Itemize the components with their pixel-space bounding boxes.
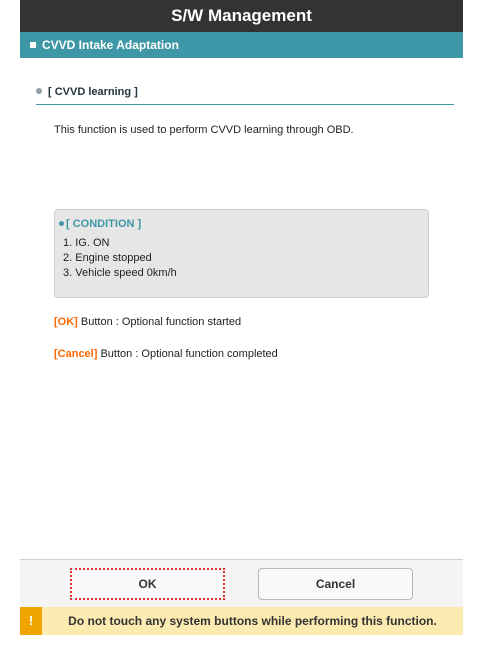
ok-note-text: Button : Optional function started [77, 316, 242, 328]
ok-note [54, 316, 241, 328]
condition-heading [59, 218, 428, 230]
bullet-icon [59, 221, 64, 226]
square-icon [30, 42, 36, 48]
function-title: CVVD Intake Adaptation [42, 38, 179, 52]
condition-panel [54, 209, 429, 298]
cancel-button[interactable]: Cancel [258, 568, 413, 600]
window-title: S/W Management [20, 0, 463, 32]
ok-note-key: [OK] [54, 316, 78, 328]
bullet-icon [36, 88, 42, 94]
section-title: [ CVVD learning ] [48, 86, 138, 98]
function-description: This function is used to perform CVVD learning through OBD. [54, 124, 354, 136]
cancel-note-key: [Cancel] [54, 348, 98, 360]
cancel-note-text: Button : Optional function completed [97, 348, 278, 360]
warning-text: Do not touch any system buttons while performing this function. [68, 614, 437, 628]
condition-item: 1. IG. ON [63, 237, 110, 249]
condition-item: 3. Vehicle speed 0km/h [63, 267, 177, 279]
warning-banner [20, 607, 463, 635]
condition-title: [ CONDITION ] [66, 218, 142, 230]
button-bar [20, 559, 463, 607]
condition-item: 2. Engine stopped [63, 252, 152, 264]
section-heading [36, 86, 454, 105]
cancel-note [54, 348, 278, 360]
ok-button[interactable]: OK [70, 568, 225, 600]
warning-icon: ! [20, 607, 42, 635]
app-frame [20, 0, 463, 640]
function-header [20, 32, 463, 58]
